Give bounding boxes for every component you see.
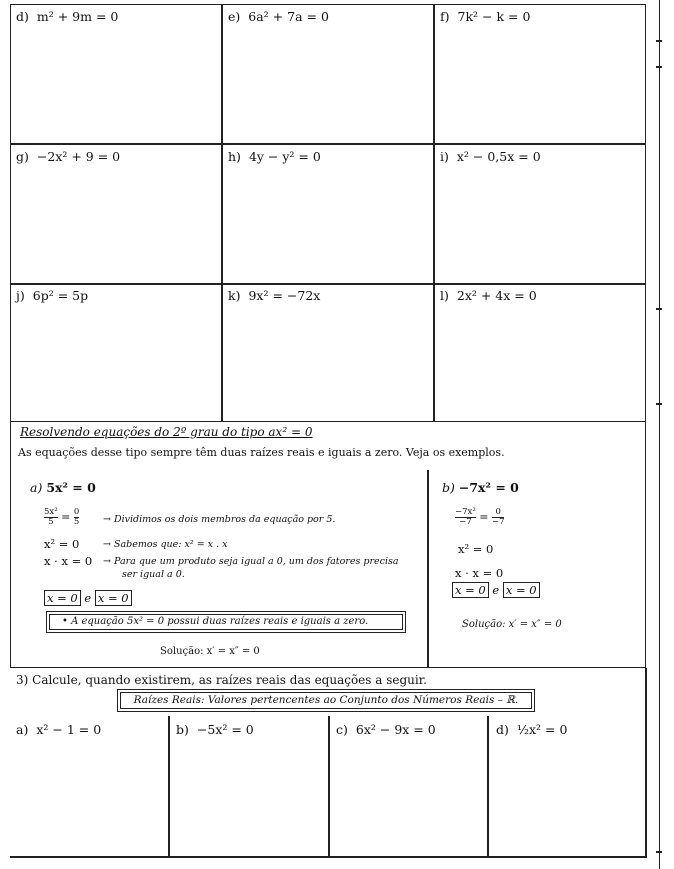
exercise-cell [336,722,436,737]
exercise-label: c) [336,722,348,737]
exercise-equation: 6a² + 7a = 0 [248,9,329,24]
exercise-label: a) [16,722,29,737]
example-b-roots [452,582,540,598]
example-label: b) [442,480,455,495]
fraction-denominator: −7 [459,517,472,527]
exercise-label: h) [228,149,241,164]
root-box: x = 0 [95,590,132,606]
conjunction: e [84,591,92,605]
exercise-3-title: 3) Calcule, quando existirem, as raízes reais das equações a seguir. [16,673,427,687]
page-edge-tick [656,40,662,42]
page-edge-tick [656,851,662,853]
solution-a: Solução: x′ = x″ = 0 [160,646,260,657]
exercise-label: i) [440,149,449,164]
step-note: → Para que um produto seja igual a 0, um dos fatores precisa [103,556,399,567]
section-title: Resolvendo equações do 2º grau do tipo ax² = 0 [20,425,313,439]
fraction [455,508,476,527]
root-box: x = 0 [44,590,81,606]
exercise-label: e) [228,9,241,24]
exercise-label: j) [16,288,25,303]
column-divider [645,668,647,858]
grid-divider [10,143,646,145]
exercise-equation: −5x² = 0 [196,722,254,737]
fraction-numerator: 0 [492,508,505,518]
step-note: ser igual a 0. [122,569,185,580]
exercise-cell [440,288,537,303]
definition-text: Raízes Reais: Valores pertencentes ao Conjunto dos Números Reais – ℝ. [120,692,532,709]
grid-divider [221,4,223,422]
page-edge-line [659,0,661,869]
exercise-equation: 4y − y² = 0 [248,149,321,164]
conclusion-text: • A equação 5x² = 0 possui duas raízes reais e iguais a zero. [49,614,403,630]
conjunction: e [492,583,500,597]
exercise-grid [10,4,646,422]
column-divider [487,716,489,856]
column-divider [168,716,170,856]
exercise-cell [16,288,88,303]
fraction-denominator: −7 [491,517,505,527]
grid-divider [10,283,646,285]
page-edge-tick [656,66,662,68]
fraction-denominator: 5 [73,517,80,527]
fraction-numerator: 5x² [44,507,58,517]
exercise-cell [228,288,320,303]
exercise-equation: ½x² = 0 [516,722,568,737]
exercise-cell [176,722,254,737]
exercise-label: g) [16,149,29,164]
exercise-label: l) [440,288,449,303]
section-divider [427,470,429,668]
exercise-label: b) [176,722,189,737]
solution-b: Solução: x′ = x″ = 0 [462,619,562,630]
exercise-equation: x² − 1 = 0 [36,722,102,737]
fraction-denominator: 5 [48,517,54,527]
exercise-3-bottom-rule [10,856,646,858]
example-a-step1: $\frac{\text{5x²}}{5}$ = $\frac{0}{5}$ [44,507,80,527]
exercise-cell [16,722,101,737]
exercise-equation: −2x² + 9 = 0 [36,149,121,164]
section-intro: As equações desse tipo sempre têm duas raízes reais e iguais a zero. Veja os exemplos. [18,446,505,459]
exercise-equation: x² − 0,5x = 0 [456,149,541,164]
exercise-cell [440,9,530,24]
exercise-equation: 6p² = 5p [32,288,89,303]
example-equation: 5x² = 0 [46,480,96,495]
exercise-cell [440,149,541,164]
example-b-step1: $\frac{\text{−7x²}}{-7}$ = $\frac{0}{-7}$ [455,507,505,527]
step-note: → Dividimos os dois membros da equação por 5. [103,514,336,525]
example-equation: −7x² = 0 [458,480,519,495]
example-b-equation [442,480,519,495]
fraction [44,508,58,527]
exercise-label: d) [496,722,509,737]
example-b-step2: x² = 0 [458,542,494,556]
example-a-equation [30,480,96,495]
exercise-label: f) [440,9,450,24]
exercise-equation: 2x² + 4x = 0 [456,288,537,303]
example-b-step3: x · x = 0 [455,566,504,580]
exercise-equation: 9x² = −72x [248,288,321,303]
example-a-step3: x · x = 0 [44,554,93,568]
example-label: a) [30,480,43,495]
fraction [74,508,79,527]
exercise-equation: m² + 9m = 0 [36,9,119,24]
page-edge-tick [656,308,662,310]
exercise-label: d) [16,9,29,24]
step-note: → Sabemos que: x² = x . x [103,539,228,550]
grid-divider [433,4,435,422]
page-edge-tick [656,403,662,405]
fraction-numerator: 0 [73,507,80,517]
exercise-equation: 7k² − k = 0 [457,9,531,24]
exercise-cell [16,9,118,24]
example-a-step2: x² = 0 [44,537,80,551]
exercise-cell [16,149,120,164]
exercise-cell [496,722,567,737]
root-box: x = 0 [503,582,540,598]
exercise-cell [228,9,329,24]
exercise-cell [228,149,321,164]
fraction [492,508,505,527]
example-a-roots [44,590,132,606]
exercise-label: k) [228,288,241,303]
fraction-numerator: −7x² [455,507,476,517]
exercise-equation: 6x² − 9x = 0 [355,722,436,737]
column-divider [328,716,330,856]
root-box: x = 0 [452,582,489,598]
